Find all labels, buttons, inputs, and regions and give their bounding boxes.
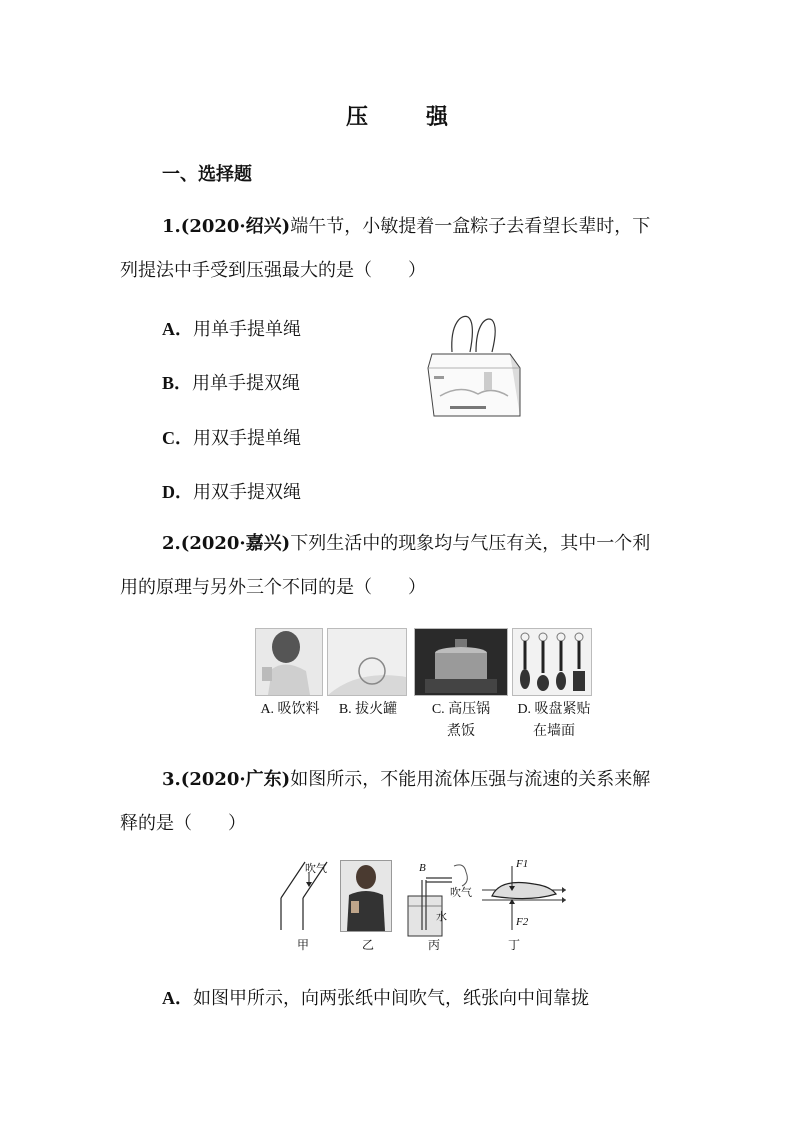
question-text-line2: 列提法中手受到压强最大的是（ ） <box>120 260 426 281</box>
figure-yi-photo <box>340 860 392 932</box>
question-2 <box>120 522 680 610</box>
photo-cupping <box>327 628 407 696</box>
question-source: (2020·广东) <box>180 769 291 790</box>
caption-c: C. 高压锅 煮饭 <box>431 702 491 739</box>
section-heading: 一、选择题 <box>162 164 252 185</box>
question-number: 1. <box>162 216 181 237</box>
caption-d: D. 吸盘紧贴 在墙面 <box>517 702 591 739</box>
label-ding: 丁 <box>508 938 521 952</box>
label-blow2: 吹气 <box>450 887 472 899</box>
gift-box-image <box>420 312 530 424</box>
caption-b: B. 拔火罐 <box>338 702 398 717</box>
label-jia: 甲 <box>297 938 310 952</box>
q1-option-c: C．用双手提单绳 <box>162 428 301 449</box>
question-text-line1: 下列生活中的现象均与气压有关，其中一个利 <box>290 533 651 554</box>
question-source: (2020·绍兴) <box>180 216 291 237</box>
label-yi: 乙 <box>362 938 375 952</box>
question-1 <box>120 205 680 293</box>
question-number: 3. <box>162 769 181 790</box>
page-title: 压 强 <box>345 104 466 130</box>
question-number: 2. <box>162 533 181 554</box>
question-text-line2: 用的原理与另外三个不同的是（ ） <box>120 577 426 598</box>
question-3 <box>120 758 680 846</box>
q1-option-b: B．用单手提双绳 <box>162 373 301 394</box>
question-text-line1: 端午节，小敏提着一盒粽子去看望长辈时，下 <box>290 216 651 237</box>
label-f2: F2 <box>516 916 529 928</box>
q1-option-d: D．用双手提双绳 <box>162 482 301 503</box>
label-blow: 吹气 <box>305 863 327 875</box>
photo-pressure-cooker <box>414 628 508 696</box>
label-water: 水 <box>436 911 447 923</box>
label-b: B <box>419 862 426 874</box>
photo-drinking <box>255 628 323 696</box>
q1-option-a: A．用单手提单绳 <box>162 319 301 340</box>
caption-a: A. 吸饮料 <box>260 702 320 717</box>
q3-option-a: A．如图甲所示，向两张纸中间吹气，纸张向中间靠拢 <box>162 988 589 1009</box>
photo-suction-hooks <box>512 628 592 696</box>
question-source: (2020·嘉兴) <box>180 533 291 554</box>
question-text-line1: 如图所示，不能用流体压强与流速的关系来解 <box>290 769 651 790</box>
label-f1: F1 <box>516 858 529 870</box>
question-text-line2: 释的是（ ） <box>120 813 246 834</box>
label-bing: 丙 <box>428 938 441 952</box>
